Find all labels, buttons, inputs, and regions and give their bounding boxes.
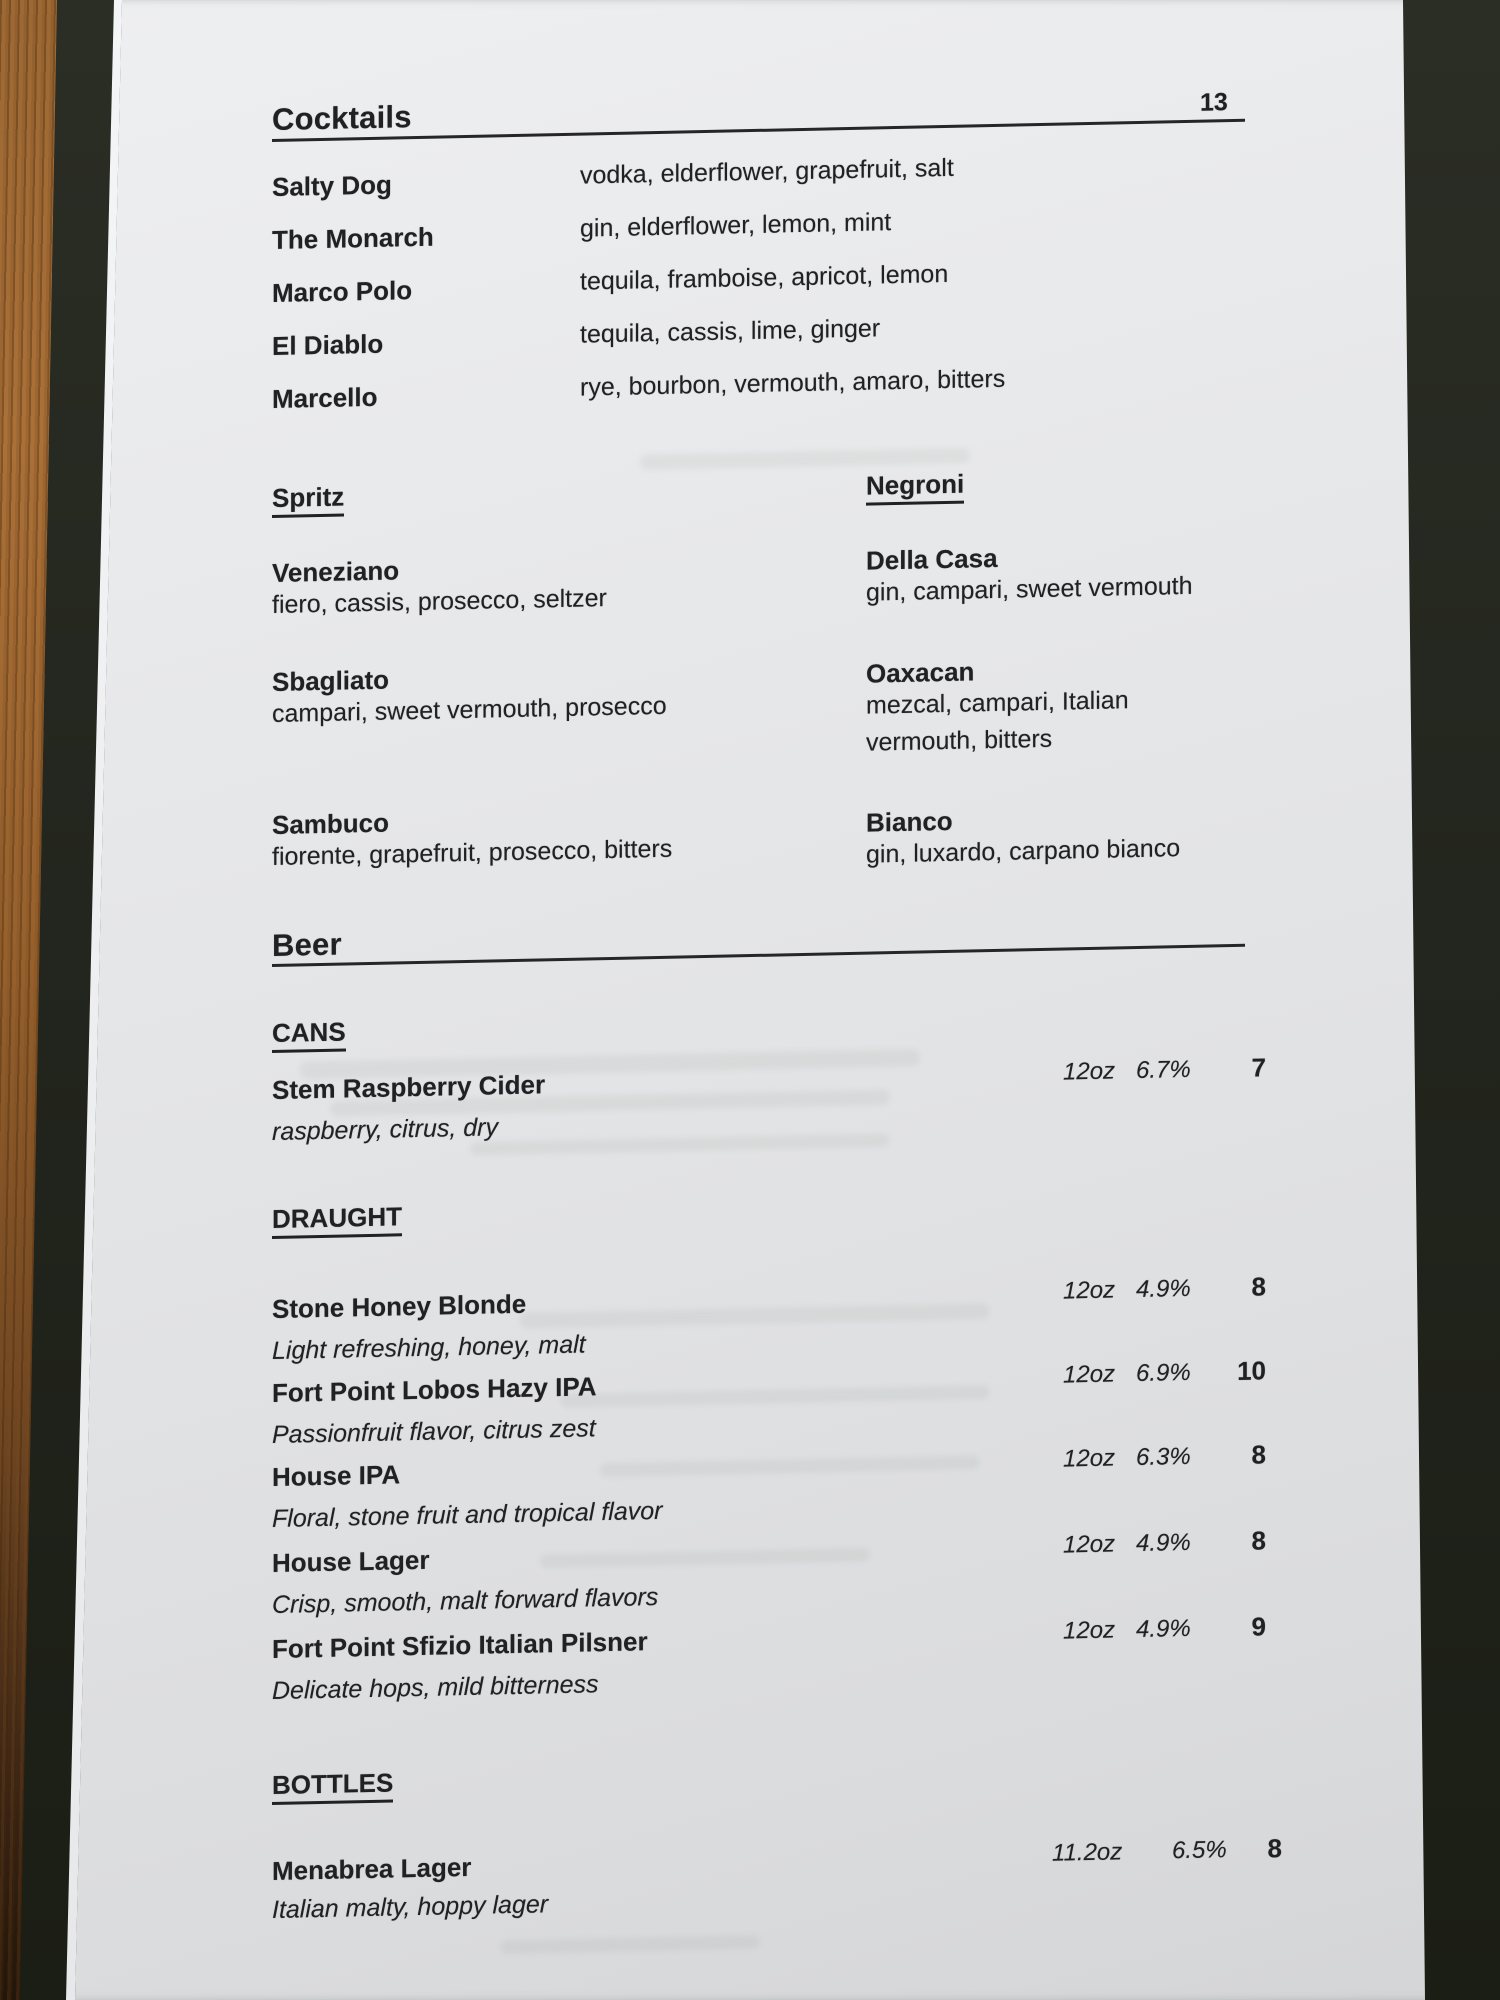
beer-price: 10 [1237,1355,1266,1386]
show-through-smudge [470,1133,890,1156]
beer-name: House Lager [272,1544,430,1578]
spritz-ingredients: fiero, cassis, prosecco, seltzer [272,584,607,619]
beer-rule [272,944,1245,967]
beer-abv: 4.9% [1136,1274,1191,1304]
bottles-heading: BOTTLES [272,1767,393,1805]
beer-heading: Beer [272,926,342,963]
beer-abv: 6.3% [1136,1442,1191,1472]
cocktail-name: Marco Polo [272,275,413,308]
show-through-smudge [560,1385,990,1408]
page-number: 13 [1200,88,1228,117]
show-through-smudge [540,1548,870,1569]
beer-desc: Light refreshing, honey, malt [272,1330,586,1365]
beer-name: Fort Point Sfizio Italian Pilsner [272,1626,648,1664]
beer-abv: 6.9% [1136,1358,1191,1388]
cocktail-ingredients: rye, bourbon, vermouth, amaro, bitters [580,364,1006,402]
negroni-name: Della Casa [866,542,998,576]
cocktail-ingredients: gin, elderflower, lemon, mint [580,208,892,243]
beer-size: 12oz [1063,1276,1116,1305]
cocktail-ingredients: tequila, framboise, apricot, lemon [580,259,949,296]
cocktail-name: Salty Dog [272,169,392,202]
beer-abv: 4.9% [1136,1528,1191,1558]
beer-price: 7 [1251,1052,1266,1083]
show-through-smudge [600,1455,980,1477]
spritz-ingredients: campari, sweet vermouth, prosecco [272,691,667,728]
beer-desc: Italian malty, hoppy lager [272,1890,549,1924]
show-through-smudge [640,448,970,471]
beer-desc: Passionfruit flavor, citrus zest [272,1414,596,1449]
beer-price: 8 [1267,1833,1282,1864]
spritz-heading: Spritz [272,481,344,518]
beer-desc: Crisp, smooth, malt forward flavors [272,1582,659,1619]
cocktail-name: The Monarch [272,221,434,255]
draught-heading: DRAUGHT [272,1201,402,1239]
beer-abv: 6.5% [1172,1836,1227,1865]
beer-desc: Floral, stone fruit and tropical flavor [272,1496,663,1533]
negroni-name: Oaxacan [866,656,975,689]
beer-name: Stem Raspberry Cider [272,1069,546,1105]
spritz-name: Veneziano [272,555,400,588]
beer-name: House IPA [272,1459,401,1492]
negroni-heading: Negroni [866,469,964,506]
beer-desc: raspberry, citrus, dry [272,1113,498,1146]
cocktail-ingredients: tequila, cassis, lime, ginger [580,314,881,349]
cocktails-heading: Cocktails [272,99,412,137]
beer-price: 8 [1251,1439,1266,1470]
negroni-ingredients: gin, campari, sweet vermouth [866,571,1193,607]
cocktail-name: Marcello [272,381,378,414]
show-through-smudge [520,1303,990,1329]
cocktails-rule [272,119,1245,142]
beer-price: 9 [1251,1611,1266,1642]
beer-name: Fort Point Lobos Hazy IPA [272,1371,597,1408]
negroni-ingredients: gin, luxardo, carpano bianco [866,834,1181,869]
beer-desc: Delicate hops, mild bitterness [272,1670,599,1705]
spritz-name: Sbagliato [272,664,390,697]
beer-name: Stone Honey Blonde [272,1288,527,1324]
beer-size: 11.2oz [1052,1838,1123,1867]
cocktail-name: El Diablo [272,328,384,361]
beer-abv: 6.7% [1136,1055,1191,1085]
beer-name: Menabrea Lager [272,1851,472,1886]
spritz-name: Sambuco [272,807,390,840]
beer-price: 8 [1251,1271,1266,1302]
beer-size: 12oz [1063,1057,1116,1086]
beer-size: 12oz [1063,1360,1116,1389]
beer-size: 12oz [1063,1616,1116,1645]
beer-price: 8 [1251,1525,1266,1556]
cocktail-ingredients: vodka, elderflower, grapefruit, salt [580,153,954,190]
spritz-ingredients: fiorente, grapefruit, prosecco, bitters [272,834,673,871]
beer-size: 12oz [1063,1444,1116,1473]
negroni-name: Bianco [866,805,953,838]
show-through-smudge [500,1935,760,1954]
beer-size: 12oz [1063,1530,1116,1559]
cans-heading: CANS [272,1016,346,1053]
beer-abv: 4.9% [1136,1614,1191,1644]
negroni-ingredients: mezcal, campari, Italian vermouth, bitters [866,686,1129,757]
